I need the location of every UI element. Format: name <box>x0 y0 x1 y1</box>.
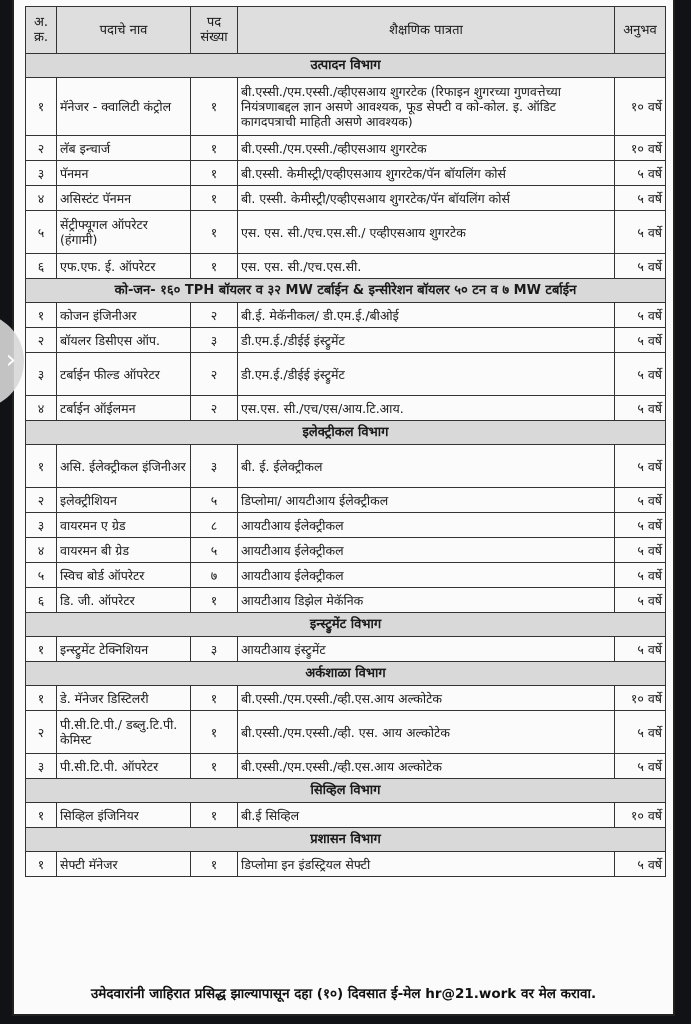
row-qualification: बी.ई सिव्हिल <box>238 803 615 828</box>
row-post-name: कोजन इंजिनीअर <box>57 303 191 328</box>
row-experience: ५ वर्षे <box>615 754 666 779</box>
row-qualification: डी.एम.ई./डीईई इंस्ट्रुमेंट <box>238 353 615 396</box>
row-experience: ५ वर्षे <box>615 711 666 754</box>
row-post-count: १ <box>191 803 238 828</box>
table-row <box>26 563 666 588</box>
row-post-count: ८ <box>191 513 238 538</box>
row-post-count: ५ <box>191 538 238 563</box>
section-header-row <box>26 613 666 637</box>
row-post-name: वायरमन ए ग्रेड <box>57 513 191 538</box>
row-experience: ५ वर्षे <box>615 161 666 186</box>
row-post-count: ५ <box>191 488 238 513</box>
row-post-name: इन्स्ट्रुमेंट टेक्निशियन <box>57 637 191 662</box>
row-post-count: १ <box>191 254 238 279</box>
row-post-count: २ <box>191 396 238 421</box>
row-post-count: १ <box>191 211 238 254</box>
row-post-name: असि. ईलेक्ट्रीकल इंजिनीअर <box>57 445 191 488</box>
row-post-name: डि. जी. ऑपरेटर <box>57 588 191 613</box>
table-row <box>26 396 666 421</box>
row-serial: ६ <box>26 588 57 613</box>
section-title: प्रशासन विभाग <box>26 828 666 852</box>
table-row <box>26 637 666 662</box>
row-experience: ५ वर्षे <box>615 254 666 279</box>
row-serial: ३ <box>26 513 57 538</box>
header-experience: अनुभव <box>615 7 666 54</box>
section-title: इन्स्ट्रुमेंट विभाग <box>26 613 666 637</box>
row-post-count: १ <box>191 711 238 754</box>
header-serial: अ. क्र. <box>26 7 57 54</box>
row-post-count: १ <box>191 852 238 877</box>
row-qualification: बी. ई. ईलेक्ट्रीकल <box>238 445 615 488</box>
row-post-count: १ <box>191 686 238 711</box>
row-qualification: बी.एस्सी./एम.एस्सी./व्ही.एस.आय अल्कोटेक <box>238 754 615 779</box>
row-qualification: एस. एस. सी./एच.एस.सी./ एव्हीएसआय शुगरटेक <box>238 211 615 254</box>
row-post-name: पी.सी.टि.पी./ डब्लु.टि.पी. केमिस्ट <box>57 711 191 754</box>
row-serial: १ <box>26 78 57 136</box>
table-row <box>26 852 666 877</box>
table-row <box>26 211 666 254</box>
table-row <box>26 328 666 353</box>
row-qualification: बी.एस्सी./एम.एस्सी./व्हीएसआय शुगरटेक (रिफाइन शुगरच्या गुणवत्तेच्या नियंत्रणाबद्दल ज्ञान असणे आवश्यक, फूड सेफ्टी व को-कोल. इ. ऑडिट कागदपत्राची माहिती असणे आवश्यक) <box>238 78 615 136</box>
row-post-count: १ <box>191 186 238 211</box>
row-experience: ५ वर्षे <box>615 588 666 613</box>
table-row <box>26 303 666 328</box>
table-body <box>26 54 666 877</box>
row-serial: ४ <box>26 396 57 421</box>
row-qualification: डिप्लोमा इन इंडस्ट्रियल सेफ्टी <box>238 852 615 877</box>
row-qualification: बी. एस्सी. केमीस्ट्री/एव्हीएसआय शुगरटेक/पॅन बॉयलिंग कोर्स <box>238 186 615 211</box>
row-serial: १ <box>26 803 57 828</box>
section-header-row <box>26 662 666 686</box>
row-post-count: १ <box>191 588 238 613</box>
row-serial: २ <box>26 136 57 161</box>
vacancy-table <box>25 6 666 877</box>
row-serial: ४ <box>26 186 57 211</box>
row-experience: ५ वर्षे <box>615 488 666 513</box>
row-qualification: डिप्लोमा/ आयटीआय ईलेक्ट्रीकल <box>238 488 615 513</box>
section-title: अर्कशाळा विभाग <box>26 662 666 686</box>
row-post-name: पॅनमन <box>57 161 191 186</box>
row-experience: ५ वर्षे <box>615 396 666 421</box>
section-header-row <box>26 279 666 303</box>
section-header-row <box>26 779 666 803</box>
row-post-name: इलेक्ट्रीशियन <box>57 488 191 513</box>
row-serial: ५ <box>26 563 57 588</box>
row-post-count: १ <box>191 161 238 186</box>
row-post-name: स्विच बोर्ड ऑपरेटर <box>57 563 191 588</box>
row-experience: ५ वर्षे <box>615 186 666 211</box>
row-post-count: ७ <box>191 563 238 588</box>
row-experience: ५ वर्षे <box>615 513 666 538</box>
table-row <box>26 488 666 513</box>
row-serial: १ <box>26 852 57 877</box>
table-row <box>26 711 666 754</box>
row-post-name: सेफ्टी मॅनेजर <box>57 852 191 877</box>
row-experience: १० वर्षे <box>615 78 666 136</box>
row-post-name: पी.सी.टि.पी. ऑपरेटर <box>57 754 191 779</box>
section-title: सिव्हिल विभाग <box>26 779 666 803</box>
table-row <box>26 754 666 779</box>
row-post-name: बॉयलर डिसीएस ऑप. <box>57 328 191 353</box>
row-experience: १० वर्षे <box>615 686 666 711</box>
row-post-count: ३ <box>191 637 238 662</box>
row-post-name: सेंट्रीफ्यूगल ऑपरेटर (हंगामी) <box>57 211 191 254</box>
chevron-right-icon[interactable]: › <box>5 345 17 375</box>
row-qualification: आयटीआय इंस्ट्रुमेंट <box>238 637 615 662</box>
row-serial: ५ <box>26 211 57 254</box>
section-title: इलेक्ट्रीकल विभाग <box>26 421 666 445</box>
row-post-count: १ <box>191 754 238 779</box>
row-serial: ४ <box>26 538 57 563</box>
row-post-name: टर्बाईन फील्ड ऑपरेटर <box>57 353 191 396</box>
row-serial: ३ <box>26 161 57 186</box>
row-post-name: टर्बाईन ऑईलमन <box>57 396 191 421</box>
row-experience: ५ वर्षे <box>615 353 666 396</box>
row-post-name: वायरमन बी ग्रेड <box>57 538 191 563</box>
row-serial: १ <box>26 686 57 711</box>
row-serial: ६ <box>26 254 57 279</box>
table-row <box>26 353 666 396</box>
row-qualification: आयटीआय ईलेक्ट्रीकल <box>238 538 615 563</box>
row-experience: ५ वर्षे <box>615 211 666 254</box>
row-serial: १ <box>26 637 57 662</box>
row-experience: ५ वर्षे <box>615 637 666 662</box>
row-post-count: ३ <box>191 328 238 353</box>
row-qualification: बी.ई. मेकॅनीकल/ डी.एम.ई./बीओई <box>238 303 615 328</box>
section-header-row <box>26 54 666 78</box>
table-row <box>26 445 666 488</box>
table-row <box>26 803 666 828</box>
row-qualification: बी.एस्सी./एम.एस्सी./व्ही. एस. आय अल्कोटेक <box>238 711 615 754</box>
row-experience: ५ वर्षे <box>615 445 666 488</box>
row-serial: २ <box>26 488 57 513</box>
row-serial: ३ <box>26 754 57 779</box>
section-header-row <box>26 421 666 445</box>
header-post-name: पदाचे नाव <box>57 7 191 54</box>
row-post-name: सिव्हिल इंजिनियर <box>57 803 191 828</box>
row-post-count: १ <box>191 78 238 136</box>
table-header-row <box>26 7 666 54</box>
row-post-count: १ <box>191 136 238 161</box>
row-post-name: मॅनेजर - क्वालिटी कंट्रोल <box>57 78 191 136</box>
row-post-count: २ <box>191 353 238 396</box>
table-row <box>26 161 666 186</box>
row-qualification: आयटीआय ईलेक्ट्रीकल <box>238 563 615 588</box>
row-post-name: डे. मॅनेजर डिस्टिलरी <box>57 686 191 711</box>
row-post-count: २ <box>191 303 238 328</box>
row-post-name: लॅब इन्चार्ज <box>57 136 191 161</box>
row-qualification: एस.एस. सी./एच/एस/आय.टि.आय. <box>238 396 615 421</box>
row-qualification: बी.एस्सी./एम.एस्सी./व्ही.एस.आय अल्कोटेक <box>238 686 615 711</box>
row-post-name: असिस्टंट पॅनमन <box>57 186 191 211</box>
row-experience: ५ वर्षे <box>615 303 666 328</box>
row-experience: १० वर्षे <box>615 803 666 828</box>
row-post-count: ३ <box>191 445 238 488</box>
table-row <box>26 513 666 538</box>
section-title: को-जन- १६० TPH बॉयलर व ३२ MW टर्बाईन & इन्सीरेशन बॉयलर ५० टन व ७ MW टर्बाईन <box>26 279 666 303</box>
application-instructions: उमेदवारांनी जाहिरात प्रसिद्ध झाल्यापासून दहा (१०) दिवसात ई-मेल hr@21.work वर मेल करावा. <box>90 986 597 1002</box>
table-row <box>26 588 666 613</box>
row-serial: २ <box>26 328 57 353</box>
row-experience: ५ वर्षे <box>615 852 666 877</box>
row-experience: ५ वर्षे <box>615 538 666 563</box>
row-qualification: डी.एम.ई./डीईई इंस्ट्रुमेंट <box>238 328 615 353</box>
table-row <box>26 538 666 563</box>
row-serial: २ <box>26 711 57 754</box>
row-qualification: एस. एस. सी./एच.एस.सी. <box>238 254 615 279</box>
table-row <box>26 186 666 211</box>
row-qualification: बी.एस्सी. केमीस्ट्री/एव्हीएसआय शुगरटेक/पॅन बॉयलिंग कोर्स <box>238 161 615 186</box>
row-qualification: आयटीआय डिझेल मेकॅनिक <box>238 588 615 613</box>
header-post-count: पद संख्या <box>191 7 238 54</box>
row-qualification: आयटीआय ईलेक्ट्रीकल <box>238 513 615 538</box>
row-post-name: एफ.एफ. ई. ऑपरेटर <box>57 254 191 279</box>
header-qualification: शैक्षणिक पात्रता <box>238 7 615 54</box>
row-qualification: बी.एस्सी./एम.एस्सी./व्हीएसआय शुगरटेक <box>238 136 615 161</box>
section-header-row <box>26 828 666 852</box>
table-row <box>26 136 666 161</box>
row-serial: १ <box>26 445 57 488</box>
table-row <box>26 78 666 136</box>
row-serial: १ <box>26 303 57 328</box>
job-advertisement-card <box>12 0 675 1016</box>
table-row <box>26 686 666 711</box>
row-experience: ५ वर्षे <box>615 328 666 353</box>
row-experience: १० वर्षे <box>615 136 666 161</box>
row-experience: ५ वर्षे <box>615 563 666 588</box>
row-serial: ३ <box>26 353 57 396</box>
section-title: उत्पादन विभाग <box>26 54 666 78</box>
table-row <box>26 254 666 279</box>
